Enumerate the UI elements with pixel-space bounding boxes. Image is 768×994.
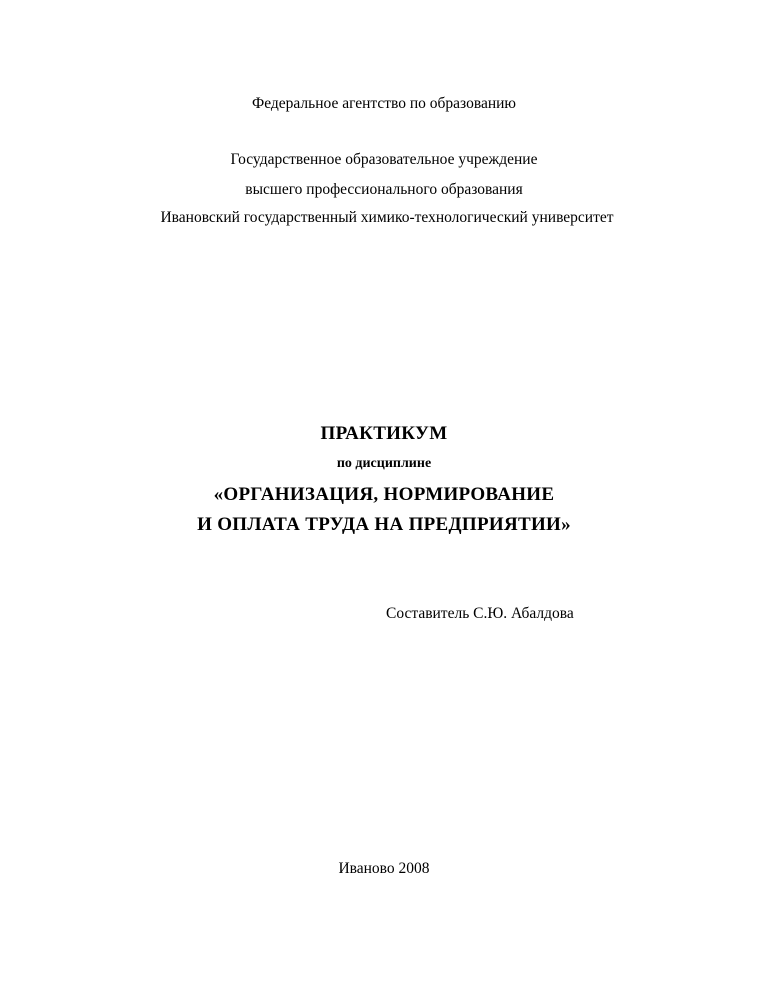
course-name-line-2: И ОПЛАТА ТРУДА НА ПРЕДПРИЯТИИ» <box>197 514 571 535</box>
document-subtitle: по дисциплине <box>336 456 432 471</box>
institution-type-line: Государственное образовательное учреждение <box>230 151 538 168</box>
institution-level-line: высшего профессионального образования <box>245 181 523 198</box>
course-name-line-1: «ОРГАНИЗАЦИЯ, НОРМИРОВАНИЕ <box>213 484 555 505</box>
university-name: Ивановский государственный химико-технологический университет <box>160 209 614 226</box>
agency-name: Федеральное агентство по образованию <box>251 95 517 112</box>
document-title: ПРАКТИКУМ <box>320 423 448 444</box>
city-year: Иваново 2008 <box>338 860 430 877</box>
author-credit: Составитель С.Ю. Абалдова <box>386 605 574 622</box>
